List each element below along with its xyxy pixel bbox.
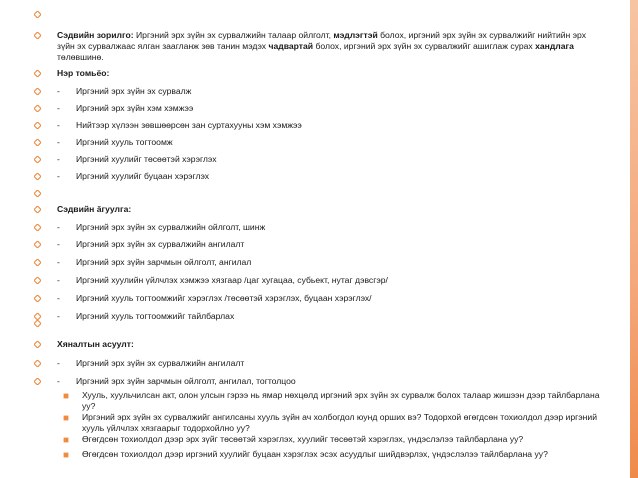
dash-marker: - xyxy=(57,376,60,386)
goal-bold-1: мэдлэгтэй xyxy=(333,30,378,40)
topic-item: Иргэний эрх зүйн эх сурвалжийн ангилалт xyxy=(76,239,245,249)
square-bullet-icon xyxy=(63,391,71,402)
dash-marker: - xyxy=(57,120,60,130)
goal-text-2: болох, иргэний эрх зүйн эх сурвалжийг нийтийн эрх зүйн эх сурвалжаас ялган заагланж зөв танин мэдэх xyxy=(57,30,587,51)
square-bullet-icon xyxy=(63,450,71,461)
goal-bold-3: хандлага xyxy=(535,41,574,51)
term-item: Иргэний хууль тогтоомж xyxy=(76,137,173,147)
dash-marker: - xyxy=(57,103,60,113)
goal-text-1: Иргэний эрх зүйн эх сурвалжийн талаар ойлголт, xyxy=(133,30,334,40)
term-item: Иргэний хуулийг буцаан хэрэглэх xyxy=(76,171,210,181)
dash-marker: - xyxy=(57,293,60,303)
topic-item: Иргэний хуулийн үйлчлэх хэмжээ хязгаар /цаг хугацаа, субьект, нутаг дэвсгэр/ xyxy=(76,275,388,285)
goal-label: Сэдвийн зорилго: xyxy=(57,30,134,40)
terms-heading: Нэр томьёо: xyxy=(57,68,110,78)
dash-marker: - xyxy=(57,86,60,96)
topics-heading: Сэдвийн ăгуулга: xyxy=(57,204,132,214)
dash-marker: - xyxy=(57,222,60,232)
dash-marker: - xyxy=(57,239,60,249)
review-item: Иргэний эрх зүйн эх сурвалжийн ангилалт xyxy=(76,358,245,368)
review-sub-item: Өгөгдсөн тохиолдол дээр иргэний хуулийг буцаан хэрэглэх эсэх асуудлыг шийдвэрлэх, үндэслэлээ тайлбарлана уу? xyxy=(82,449,548,459)
square-bullet-icon xyxy=(63,413,71,424)
goal-text-4: төлөвшинө. xyxy=(57,52,104,62)
dash-marker: - xyxy=(57,275,60,285)
topic-item: Иргэний хууль тогтоомжийг хэрэглэх /тѳсѳѳтэй хэрэглэх, буцаан хэрэглэх/ xyxy=(76,293,372,303)
term-item: Иргэний эрх зүйн эх сурвалж xyxy=(76,86,192,96)
dash-marker: - xyxy=(57,257,60,267)
term-item: Нийтээр хүлээн зөвшөөрсөн зан суртахууны хэм хэмжээ xyxy=(76,120,302,130)
review-item: Иргэний эрх зүйн зарчмын ойлголт, ангилал, тогтолцоо xyxy=(76,376,296,386)
review-sub-item: Өгөгдсөн тохиолдол дээр эрх зүйг тѳсѳѳтэй хэрэглэх, хуулийг тѳсѳѳтэй хэрэглэх, үндэслэлээ тайлбарлана уу? xyxy=(82,434,524,444)
goal-text-3: болох, иргэний эрх зүйн эх сурвалжийг ашиглаж сурах xyxy=(313,41,536,51)
review-heading: Хяналтын асуулт: xyxy=(57,339,134,349)
review-sub-item: Иргэний эрх зүйн эх сурвалжийг ангилсаны хууль зүйн ач холбогдол юунд орших вэ? Тодорхой өгөгдсөн тохиолдол дээр иргэний хууль үйлчлэх хязгаарыг тодорхойлно уу? xyxy=(82,412,597,433)
topic-item: Иргэний эрх зүйн эх сурвалжийн ойлголт, шинж xyxy=(76,222,266,232)
topic-item: Иргэний хууль тогтоомжийг тайлбарлах xyxy=(76,311,235,321)
term-item: Иргэний хуулийг тѳсѳѳтэй хэрэглэх xyxy=(76,154,217,164)
dash-marker: - xyxy=(57,137,60,147)
topic-item: Иргэний эрх зүйн зарчмын ойлголт, ангилал xyxy=(76,257,252,267)
square-bullet-icon xyxy=(63,435,71,446)
dash-marker: - xyxy=(57,358,60,368)
dash-marker: - xyxy=(57,154,60,164)
dash-marker: - xyxy=(57,311,60,321)
review-sub-item: Хууль, хуульчилсан акт, олон улсын гэрээ нь ямар нөхцөлд иргэний эрх зүйн эх сурвалж болох талаар жишээн дээр тайлбарлана уу? xyxy=(82,390,600,411)
goal-bold-2: чадвартай xyxy=(268,41,314,51)
dash-marker: - xyxy=(57,171,60,181)
term-item: Иргэний эрх зүйн хэм хэмжээ xyxy=(76,103,194,113)
